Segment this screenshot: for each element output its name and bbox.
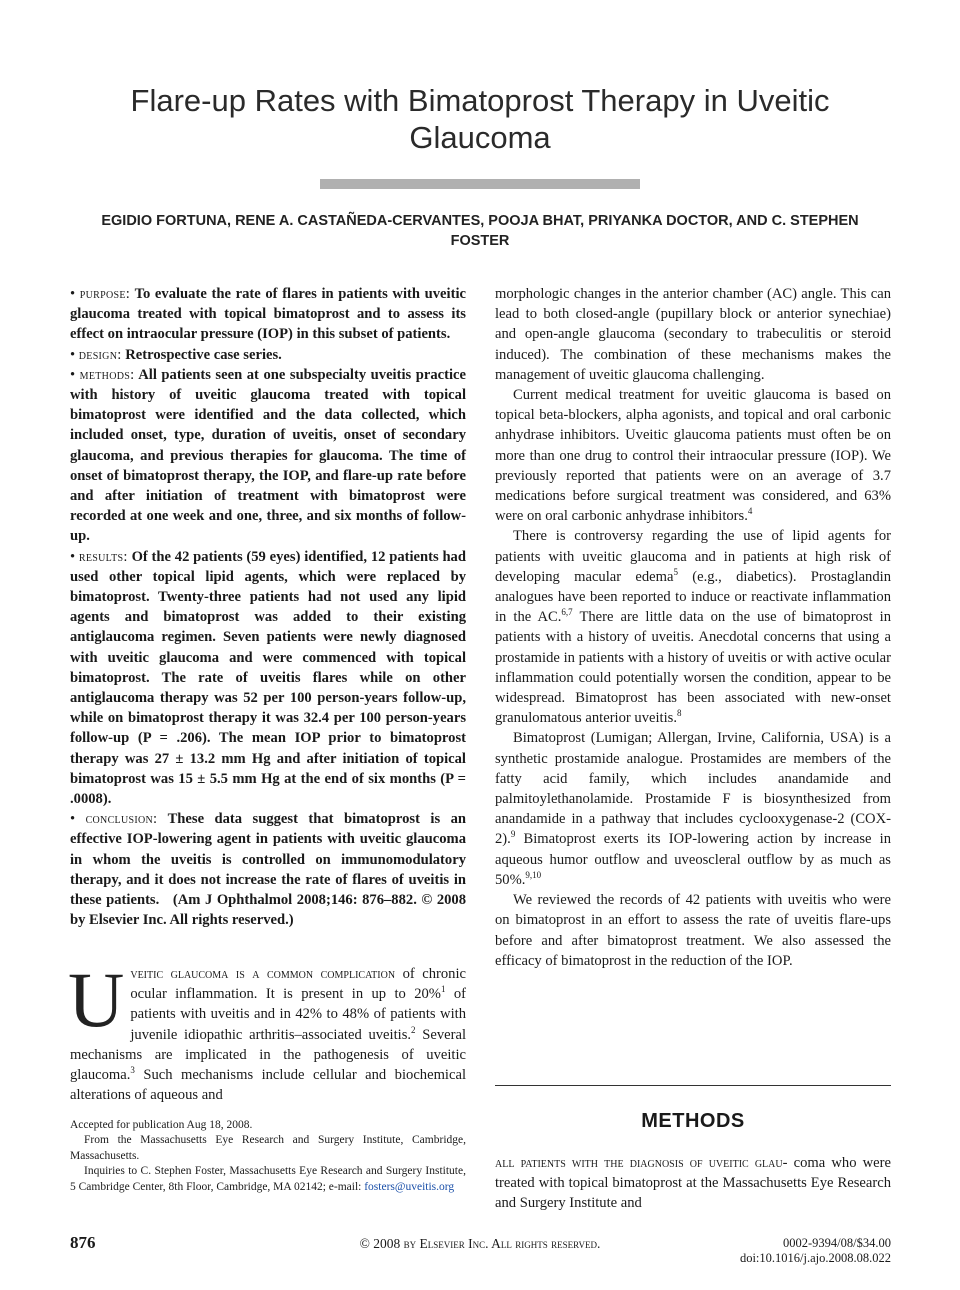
body-text: Bimatoprost (Lumigan; Allergan, Irvine, California, USA) is a synthetic prostamide analogue. Prostamides are members of the fatty acid family, which includes anandamide and palmitoylethanolamide. Prostamide F is biosynthesized from anandamide in a pathway that includes cyclooxygenase-2 (COX-2). bbox=[495, 730, 891, 848]
methods-heading: METHODS bbox=[641, 1110, 745, 1132]
issn: 0002-9394/08/$34.00 bbox=[783, 1236, 891, 1250]
body-text: There is controversy regarding the use of lipid agents for patients with uveitic glaucoma and in patients at high risk of developing macular edema bbox=[495, 528, 891, 585]
reference[interactable]: 2 bbox=[411, 1024, 416, 1035]
section-divider bbox=[495, 1085, 891, 1086]
purpose-text: To evaluate the rate of flares in patients with uveitic glaucoma treated with topical bimatoprost and to assess its effect on intraocular pressure (IOP) in this subset of patients. bbox=[70, 286, 466, 343]
intro-text: of patients with uveitis and in 42% to 48% of patients with juvenile idiopathic arthritis–associated uveitis. bbox=[130, 986, 467, 1043]
intro-paragraph bbox=[68, 956, 467, 1105]
accepted-note: Accepted for publication Aug 18, 2008. bbox=[70, 1119, 253, 1131]
design-text: Retrospective case series. bbox=[125, 346, 282, 363]
inquiries-text: Inquiries to C. Stephen Foster, Massachusetts Eye Research and Surgery Institute, 5 Cambridge Center, 8th Floor, Cambridge, MA 02142; e-mail: bbox=[70, 1165, 466, 1193]
body-paragraph bbox=[495, 728, 891, 890]
inquiries-note bbox=[70, 1164, 466, 1195]
reference[interactable]: 9,10 bbox=[525, 869, 542, 880]
intro-text: Several mechanisms are implicated in the pathogenesis of uveitic glaucoma. bbox=[70, 1026, 466, 1084]
reference[interactable]: 5 bbox=[673, 566, 678, 577]
reference[interactable]: 3 bbox=[130, 1065, 135, 1076]
intro-lead: veitic glaucoma is a common complication bbox=[130, 966, 396, 982]
intro-text: Such mechanisms include cellular and biochemical alterations of aqueous and bbox=[70, 1067, 466, 1104]
affiliation-note: From the Massachusetts Eye Research and Surgery Institute, Cambridge, Massachusetts. bbox=[70, 1134, 466, 1162]
methods-text: All patients seen at one subspecialty uveitis practice with history of uveitic glaucoma treated with topical bimatoprost were identified and the data collected, which included onset, type, duration of uveitis, onset of secondary glaucoma, and previous therapies for glaucoma. The time of onset of bimatoprost therapy, the IOP, and flare-up rate before and after initiation of treatment with bimatoprost were recorded at one week and one, three, and six months of follow-up. bbox=[70, 366, 466, 545]
purpose-label: purpose: bbox=[79, 286, 131, 302]
abstract-methods bbox=[70, 365, 466, 547]
body-paragraph: morphologic changes in the anterior chamber (AC) angle. This can lead to both closed-angle (pupillary block or anterior synechiae) and open-angle glaucoma (secondary to trabeculitis or steroid induced). The combination of these mechanisms makes the management of uveitic glaucoma challenging. bbox=[495, 286, 891, 383]
bullet-icon: • bbox=[70, 286, 76, 302]
body-text: (e.g., diabetics). Prostaglandin analogues have been reported to induce or reactivate inflammation in the AC. bbox=[495, 568, 892, 626]
bullet-icon: • bbox=[70, 366, 76, 383]
methods-paragraph bbox=[495, 1153, 891, 1214]
body-paragraph bbox=[495, 526, 891, 728]
email-link[interactable]: fosters@uveitis.org bbox=[364, 1180, 455, 1193]
abstract-purpose bbox=[70, 284, 466, 345]
doi[interactable]: doi:10.1016/j.ajo.2008.08.022 bbox=[739, 1251, 891, 1265]
reference[interactable]: 4 bbox=[747, 506, 753, 517]
reference[interactable]: 1 bbox=[440, 984, 446, 995]
body-text: Current medical treatment for uveitic glaucoma is based on topical beta-blockers, alpha agonists, and topical and oral carbonic anhydrase inhibitors. Uveitic glaucoma patients must often be on more than one drug to control their intraocular pressure (IOP). We previously reported that patients were on an average of 3.7 medications before surgical treatment was considered, and 63% were on oral carbonic anhydrase inhibitors. bbox=[495, 387, 891, 525]
intro-text: of chronic ocular inflammation. It is present in up to 20% bbox=[130, 966, 466, 1003]
conclusion-label: conclusion: bbox=[85, 811, 158, 828]
methods-lead: all patients with the diagnosis of uveitic glau- bbox=[495, 1155, 788, 1171]
footnotes bbox=[70, 1118, 466, 1195]
reference[interactable]: 6,7 bbox=[561, 607, 573, 618]
results-label: results: bbox=[78, 548, 128, 565]
author-list: EGIDIO FORTUNA, RENE A. CASTAÑEDA-CERVANTES, POOJA BHAT, PRIYANKA DOCTOR, AND C. STEPHEN FOSTER bbox=[101, 213, 859, 249]
body-text: There are little data on the use of bimatoprost in patients with a history of uveitis. Anecdotal concerns that using a prostamide in patients with a history of uveitis or with active ocular inflammation could potentially worsen the condition, appear to be widespread. Bimatoprost has been associated with new-onset granulomatous anterior uveitis. bbox=[495, 609, 891, 727]
reference[interactable]: 8 bbox=[676, 708, 682, 719]
design-label: design: bbox=[78, 346, 122, 363]
methods-section bbox=[495, 1153, 891, 1214]
page-number: 876 bbox=[70, 1233, 96, 1252]
methods-body: coma who were treated with topical bimatoprost at the Massachusetts Eye Research and Surgery Institute and bbox=[495, 1155, 891, 1212]
copyright-notice: © 2008 by Elsevier Inc. All rights reserved. bbox=[359, 1236, 601, 1251]
bullet-icon: • bbox=[70, 548, 76, 565]
right-column bbox=[495, 284, 891, 971]
issn-doi bbox=[740, 1236, 891, 1266]
abstract-results bbox=[70, 547, 466, 810]
body-paragraph bbox=[495, 385, 891, 526]
reference[interactable]: 9 bbox=[510, 829, 516, 840]
abstract-conclusion bbox=[70, 809, 466, 930]
body-paragraph: We reviewed the records of 42 patients with uveitis who were on bimatoprost in an effort to assess the rate of uveitis flare-ups before and after bimatoprost treatment. We also assessed the efficacy of bimatoprost in the reduction of the IOP. bbox=[495, 892, 891, 969]
results-text: Of the 42 patients (59 eyes) identified, 12 patients had used other topical lipid agents, which were replaced by bimatoprost. Twenty-three patients had not used any lipid agents and bimatoprost was added to their existing antiglaucoma regimen. Seven patients were newly diagnosed with uveitic glaucoma and were commenced with topical bimatoprost. The rate of uveitis flares while on other antiglaucoma therapy was 52 per 100 person-years follow-up, while on bimatoprost therapy it was 32.4 per 100 person-years follow-up (P = .206). The mean IOP prior to bimatoprost therapy was 27 ± 13.2 mm Hg and after initiation of topical bimatoprost was 15 ± 5.5 mm Hg at the end of six months (P = .0008). bbox=[70, 548, 466, 808]
dropcap: U bbox=[68, 956, 125, 1043]
abstract bbox=[70, 284, 466, 931]
abstract-design bbox=[70, 345, 466, 365]
conclusion-text: These data suggest that bimatoprost is an effective IOP-lowering agent in patients with uveitic glaucoma in whom the uveitis is controlled on immunomodulatory therapy, and it does not increase the rate of flares of uveitis in these patients. bbox=[70, 811, 466, 909]
introduction bbox=[68, 956, 467, 1105]
title-divider bbox=[320, 179, 640, 189]
body-text: Bimatoprost exerts its IOP-lowering action by increase in aqueous humor outflow and uveoscleral outflow by as much as 50%. bbox=[495, 831, 891, 888]
bullet-icon: • bbox=[70, 811, 76, 828]
methods-label: methods: bbox=[79, 366, 135, 383]
bullet-icon: • bbox=[70, 346, 76, 363]
abstract-citation: (Am J Ophthalmol 2008;146: 876–882. © 2008 by Elsevier Inc. All rights reserved.) bbox=[70, 892, 467, 929]
article-title: Flare-up Rates with Bimatoprost Therapy in Uveitic Glaucoma bbox=[130, 83, 830, 155]
